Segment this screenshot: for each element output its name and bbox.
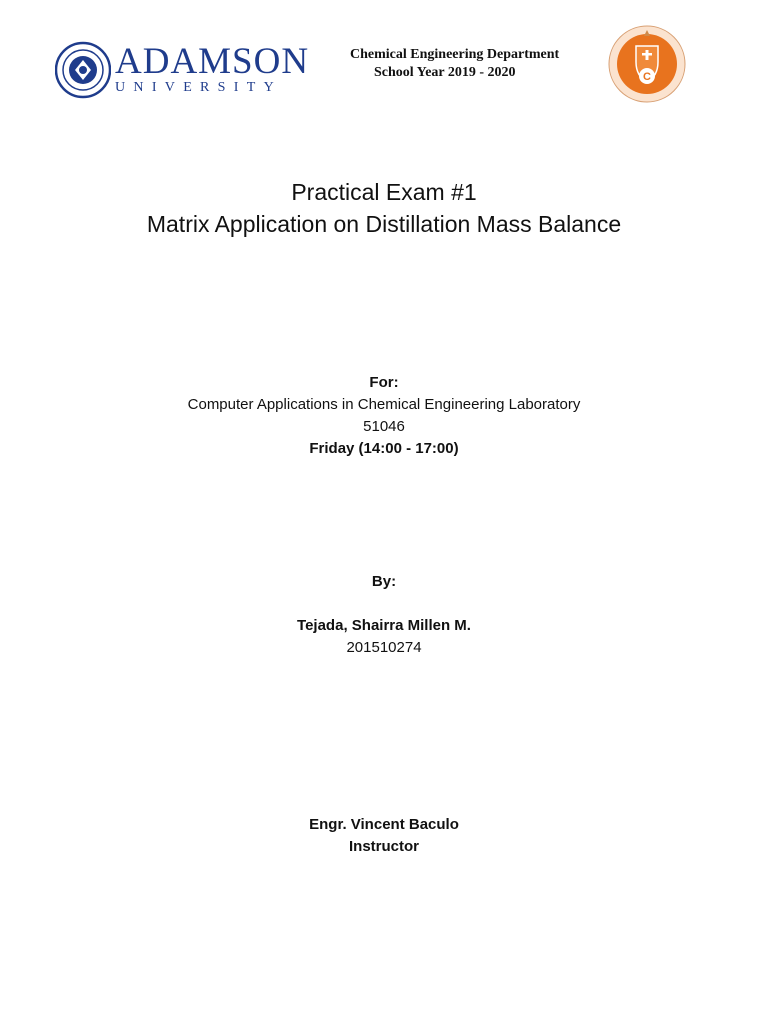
adamson-seal-icon <box>55 40 111 100</box>
department-name: Chemical Engineering Department <box>350 47 560 62</box>
engineering-seal-icon <box>606 20 688 104</box>
document-title <box>0 176 768 240</box>
title-line-2: Matrix Application on Distillation Mass Balance <box>146 211 622 237</box>
logo-title: ADAMSON <box>115 41 310 82</box>
instructor-role: Instructor <box>348 838 419 855</box>
student-number: 201510274 <box>346 639 422 656</box>
adamson-logo <box>55 40 310 100</box>
engineering-seal <box>606 20 688 104</box>
instructor-name: Engr. Vincent Baculo <box>309 816 459 833</box>
schedule: Friday (14:00 - 17:00) <box>309 440 459 457</box>
course-name: Computer Applications in Chemical Engineering Laboratory <box>187 396 581 413</box>
for-block <box>0 372 768 460</box>
department-header <box>350 46 559 82</box>
logo-subtitle: UNIVERSITY <box>115 80 282 95</box>
school-year: School Year 2019 - 2020 <box>374 65 516 80</box>
title-line-1: Practical Exam #1 <box>291 179 477 205</box>
instructor-block <box>0 814 768 858</box>
by-block <box>0 571 768 659</box>
seal-letter: C <box>643 71 651 83</box>
by-label: By: <box>371 573 397 590</box>
student-name: Tejada, Shairra Millen M. <box>297 617 471 634</box>
course-code: 51046 <box>363 418 405 435</box>
for-label: For: <box>369 374 399 391</box>
